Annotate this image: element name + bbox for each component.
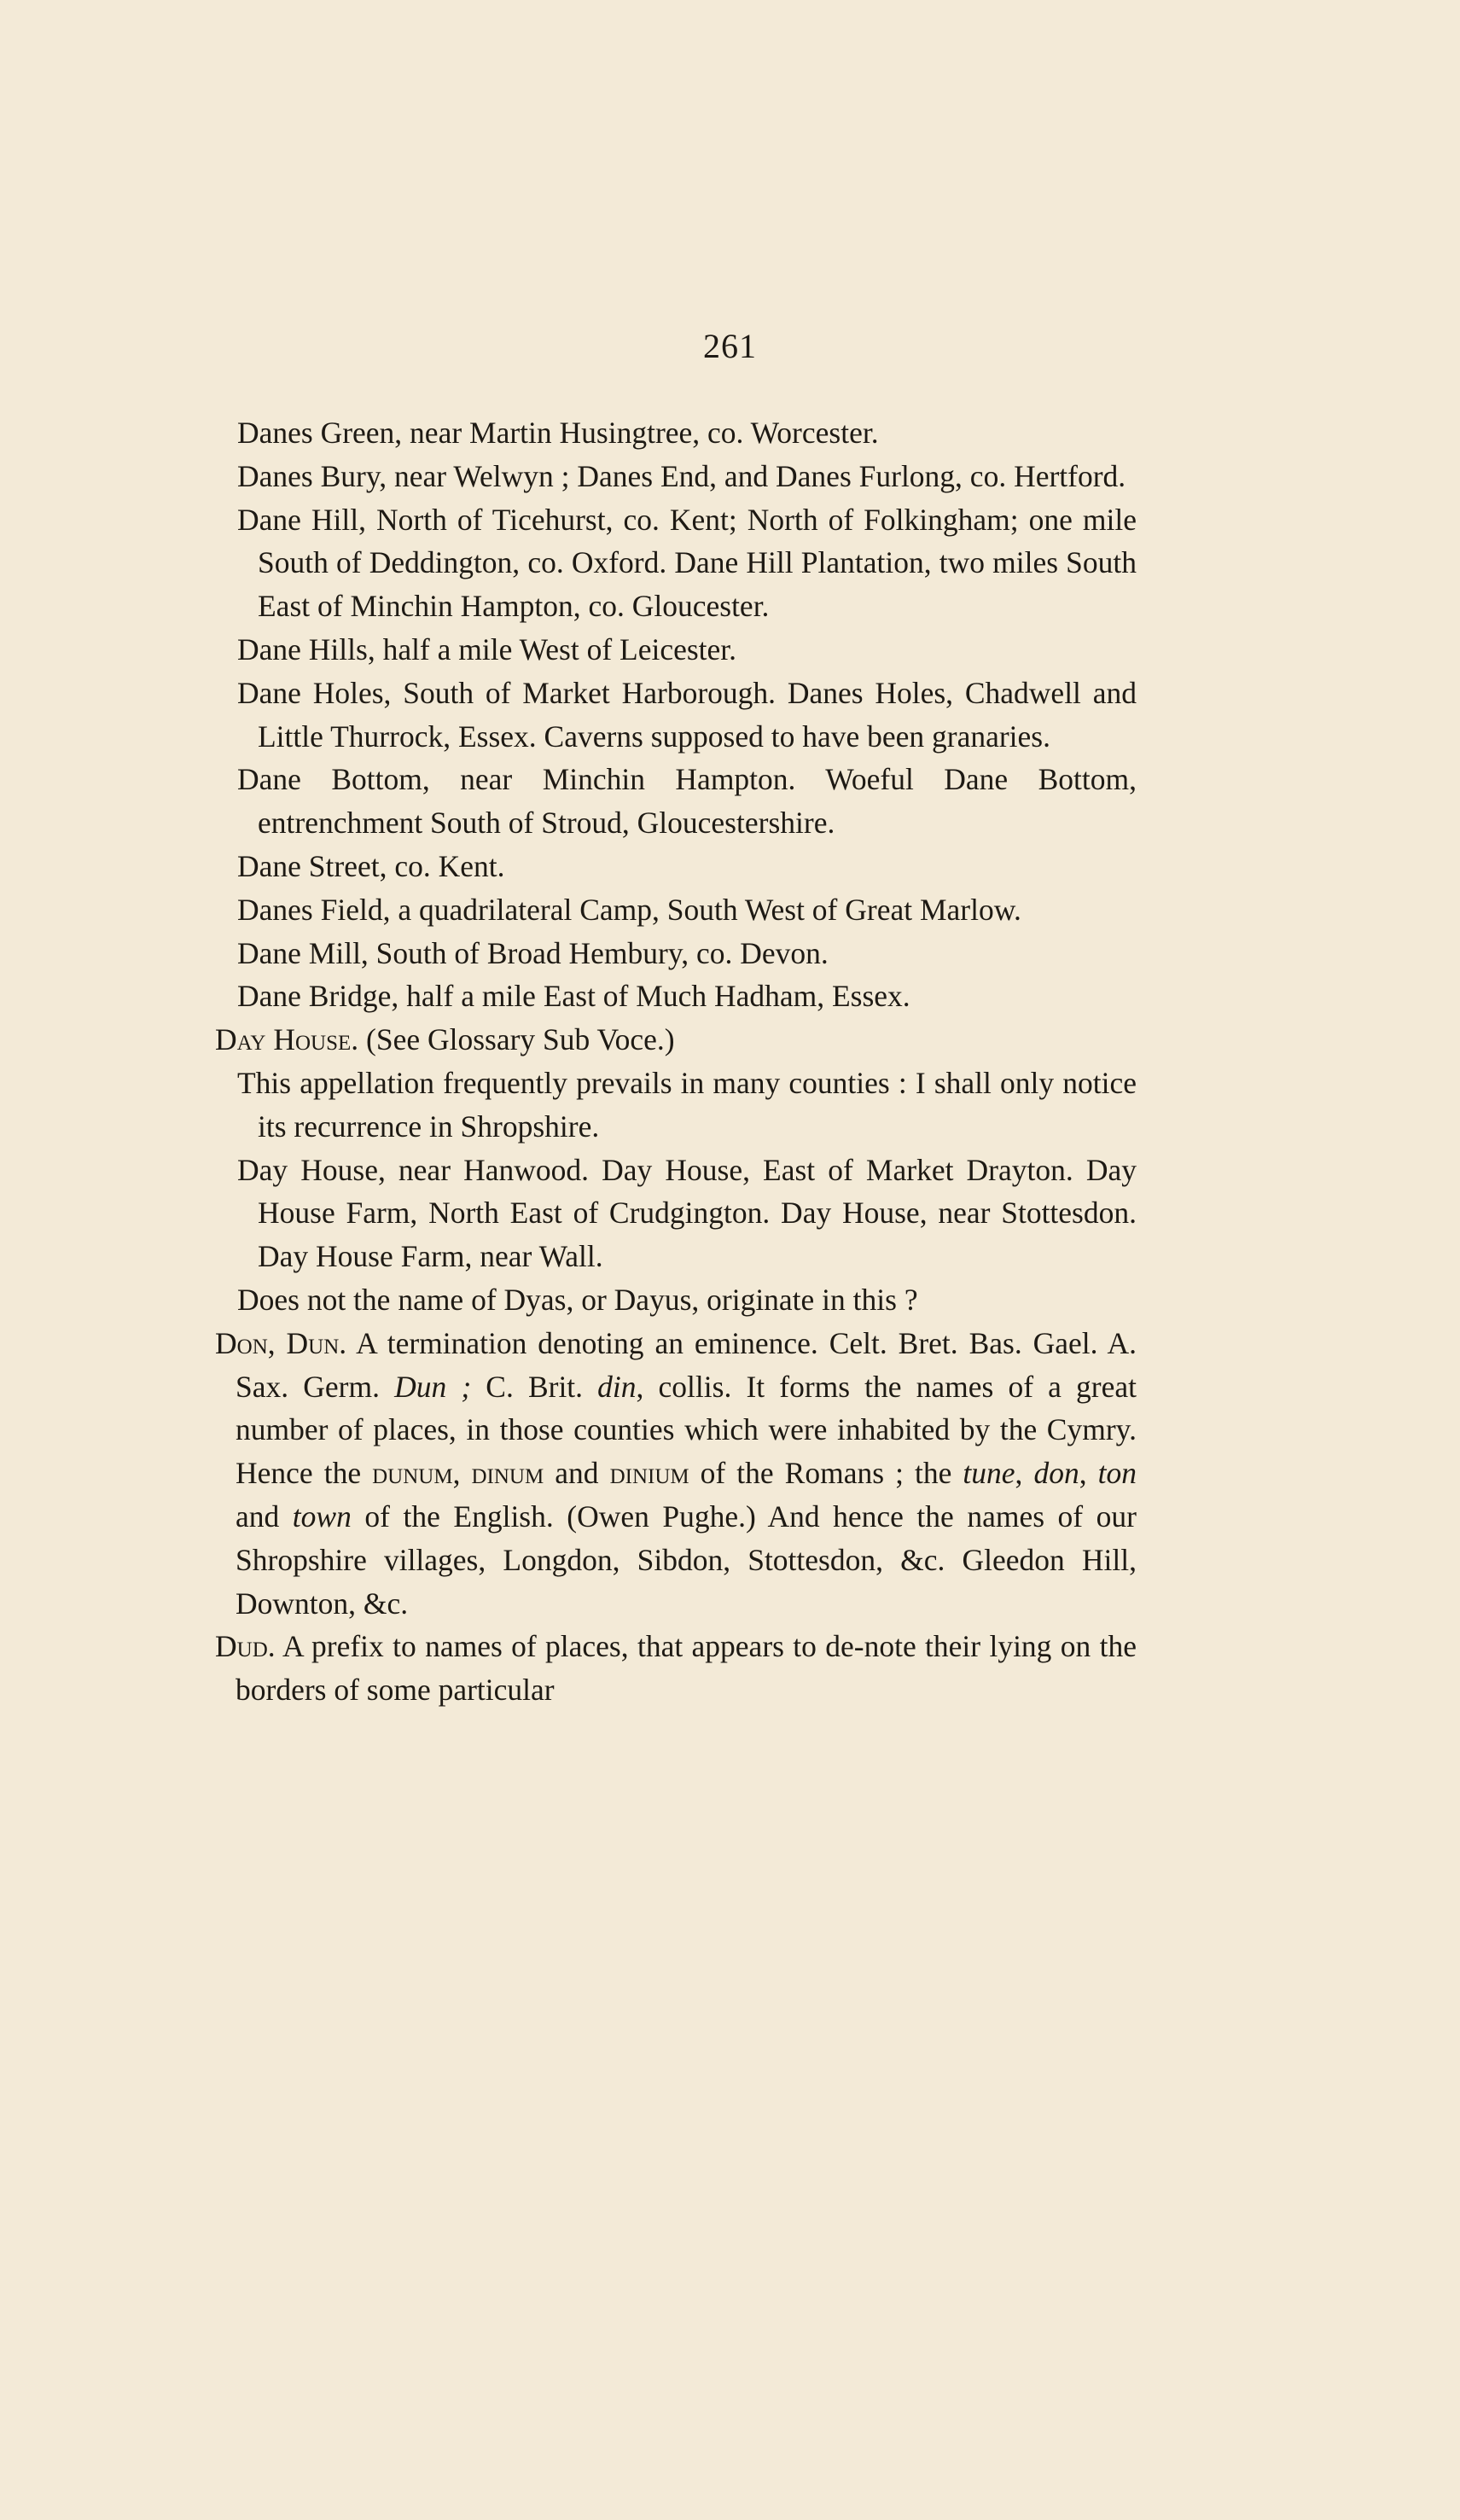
text-block [215,411,1137,1712]
italic-term: Dun ; [394,1369,472,1404]
entry-text: of the English. (Owen Pughe.) And hence the names of our Shropshire villages, Longdon, Sibdon, Stottesdon, &c. Gleedon Hill, Downton, &c. [236,1499,1137,1621]
glossary-entry [237,845,1137,888]
small-caps-term: Don, Dun. [215,1325,347,1360]
italic-term: don [1033,1456,1079,1491]
small-caps-term: dunum [372,1456,453,1491]
entry-text: and [236,1499,293,1534]
glossary-entry [237,672,1137,759]
entry-text: Dane Hill, North of Ticehurst, co. Kent; North of Folkingham; one mile South of Deddington, co. Oxford. Dane Hill Plantation, two miles South East of Minchin Hampton, co. Gloucester. [237,502,1137,624]
glossary-headword-entry [215,1322,1137,1626]
entry-text: Dane Street, co. Kent. [237,848,505,883]
entry-text: Day House, near Hanwood. Day House, East of Market Drayton. Day House Farm, North East of Crudgington. Day House, near Stottesdon. Day House Farm, near Wall. [237,1152,1137,1274]
glossary-entry [237,498,1137,628]
glossary-entry [237,1149,1137,1278]
entry-text: Danes Green, near Martin Husingtree, co. Worcester. [237,416,879,450]
glossary-entry [237,455,1137,498]
entry-text: and [544,1456,610,1491]
small-caps-term: dinum [471,1456,544,1491]
glossary-entry [237,1062,1137,1149]
italic-term: tune [963,1456,1015,1491]
italic-term: ton [1097,1456,1137,1491]
entry-text: of the Romans ; the [689,1456,963,1491]
small-caps-term: Dud. [215,1629,276,1664]
glossary-entry [237,1278,1137,1322]
entry-text: C. Brit. [471,1369,598,1404]
entry-text: , [452,1456,472,1491]
entry-text: , collis. It forms the names of a great number of places, in those counties which were inhabited by the Cymry. Hence the [236,1369,1137,1491]
entry-text: , [1015,1456,1034,1491]
entry-text: This appellation frequently prevails in many counties : I shall only notice its recurrence in Shropshire. [237,1065,1137,1144]
entry-text: , [1079,1456,1098,1491]
page-number: 261 [703,327,757,365]
entry-text: Danes Bury, near Welwyn ; Danes End, and Danes Furlong, co. Hertford. [237,458,1126,493]
entry-text: A prefix to names of places, that appears to de-note their lying on the borders of some particular [236,1629,1137,1708]
entry-text: Dane Holes, South of Market Harborough. Danes Holes, Chadwell and Little Thurrock, Essex. Caverns supposed to have been granaries. [237,675,1137,754]
small-caps-term: dinium [609,1456,689,1491]
entry-text: Danes Field, a quadrilateral Camp, South West of Great Marlow. [237,892,1021,927]
entry-text: Dane Mill, South of Broad Hembury, co. Devon. [237,935,829,970]
glossary-entry [237,758,1137,845]
entry-text: Dane Bottom, near Minchin Hampton. Woeful Dane Bottom, entrenchment South of Stroud, Gloucestershire. [237,762,1137,841]
glossary-headword-entry [215,1018,1137,1062]
entry-text: A termination denoting an eminence. Celt. Bret. Bas. Gael. A. Sax. Germ. [236,1325,1137,1404]
glossary-headword-entry [215,1625,1137,1712]
entry-text: (See Glossary Sub Voce.) [358,1022,675,1057]
entry-text: Does not the name of Dyas, or Dayus, originate in this ? [237,1282,918,1317]
entry-text: Dane Bridge, half a mile East of Much Hadham, Essex. [237,979,910,1014]
small-caps-term: Day House. [215,1022,359,1057]
italic-term: din [597,1369,637,1404]
glossary-entry [237,932,1137,975]
glossary-entry [237,411,1137,455]
italic-term: town [292,1499,352,1534]
glossary-entry [237,628,1137,672]
entry-text: Dane Hills, half a mile West of Leicester. [237,631,737,666]
glossary-entry [237,975,1137,1018]
glossary-entry [237,888,1137,932]
